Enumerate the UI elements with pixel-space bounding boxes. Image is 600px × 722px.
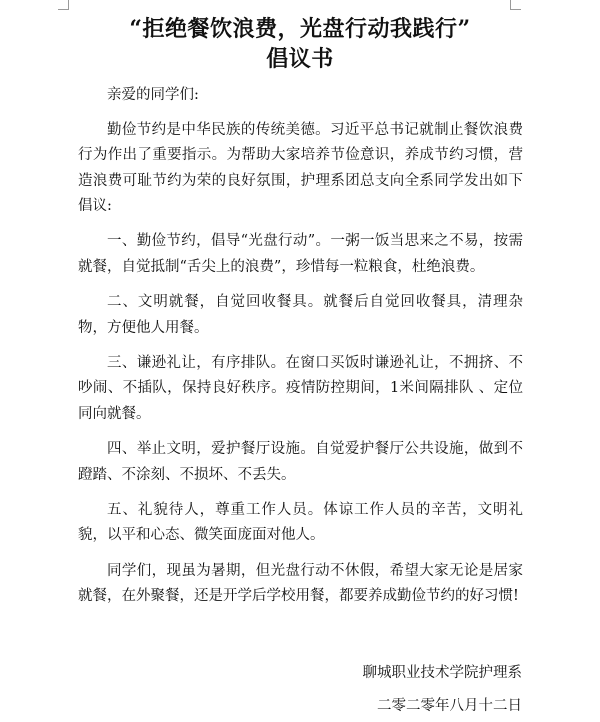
paragraph-item-3: 三、谦逊礼让，有序排队。在窗口买饭时谦逊礼让，不拥挤、不吵闹、不插队，保持良好秩序。疫情防控期间，1米间隔排队 、定位同向就餐。 xyxy=(78,354,523,423)
paragraph-item-1: 一、勤俭节约，倡导“光盘行动”。一粥一饭当思来之不易，按需就餐，自觉抵制“舌尖上的浪费”，珍惜每一粒粮食，杜绝浪费。 xyxy=(78,233,523,276)
document-body xyxy=(78,83,523,619)
salutation: 亲爱的同学们: xyxy=(107,87,199,103)
signature-organization: 聊城职业技术学院护理系 xyxy=(362,665,522,681)
paragraph-item-5: 五、礼貌待人，尊重工作人员。体谅工作人员的辛苦，文明礼貌，以平和心态、微笑面庞面对他人。 xyxy=(78,501,523,544)
crop-mark-top-right xyxy=(510,0,521,10)
crop-mark-top-left xyxy=(58,0,69,10)
document-subtitle: 倡议书 xyxy=(266,46,334,72)
paragraph-intro: 勤俭节约是中华民族的传统美德。习近平总书记就制止餐饮浪费行为作出了重要指示。为帮助大家培养节俭意识，养成节约习惯，营造浪费可耻节约为荣的良好氛围，护理系团总支向全系同学发出如下倡议: xyxy=(78,121,523,215)
paragraph-item-2: 二、文明就餐，自觉回收餐具。就餐后自觉回收餐具，清理杂物，方便他人用餐。 xyxy=(78,294,523,336)
paragraph-item-4: 四、举止文明，爱护餐厅设施。自觉爱护餐厅公共设施，做到不蹬踏、不涂刻、不损坏、不丢失。 xyxy=(78,441,523,483)
document-title: “拒绝餐饮浪费，光盘行动我践行” xyxy=(129,16,471,42)
paragraph-closing: 同学们，现虽为暑期，但光盘行动不休假，希望大家无论是居家就餐，在外聚餐，还是开学后学校用餐，都要养成勤俭节约的好习惯! xyxy=(78,562,523,605)
signature-date: 二零二零年八月十二日 xyxy=(377,698,522,714)
